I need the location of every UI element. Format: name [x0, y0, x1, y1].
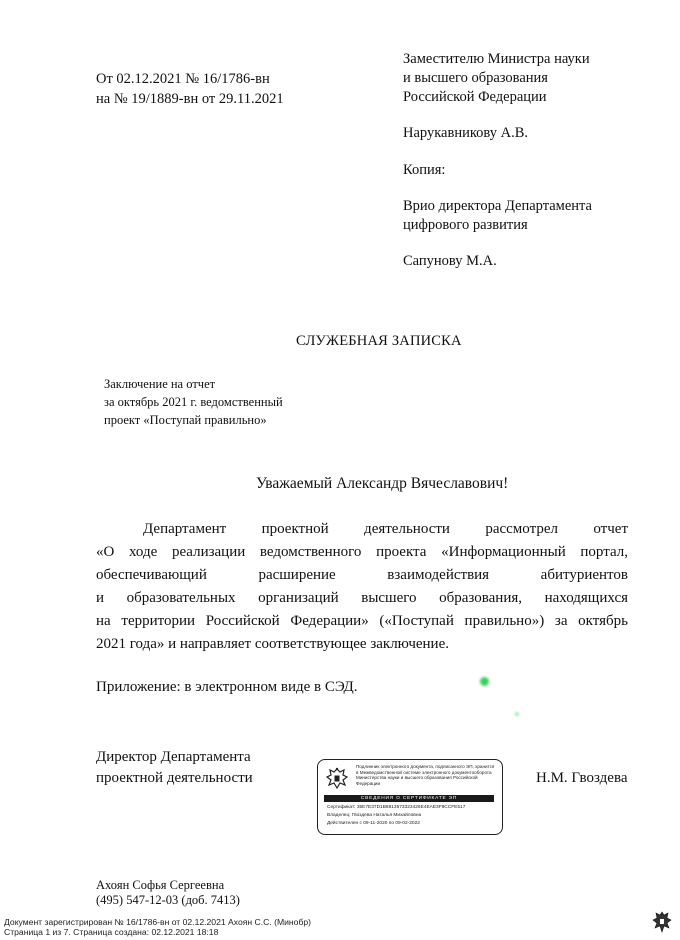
attachment-note: Приложение: в электронном виде в СЭД. — [96, 679, 358, 695]
scan-artifact — [515, 712, 519, 716]
body-text-line: 2021 года» и направляет соответствующее заключение. — [96, 636, 449, 652]
e-signature-stamp — [317, 759, 503, 835]
body-text-line: на территории Российской Федерации» («Поступай правильно») за октябрь — [96, 613, 628, 629]
addressee-name: Нарукавникову А.В. — [403, 125, 529, 141]
copy-recipient-name: Сапунову М.А. — [403, 253, 497, 269]
document-title: СЛУЖЕБНАЯ ЗАПИСКА — [296, 333, 462, 349]
body-text-line: обеспечивающий расширение взаимодействия абитуриентов — [96, 567, 628, 583]
stamp-certificate-header: СВЕДЕНИЯ О СЕРТИФИКАТЕ ЭП — [324, 795, 494, 802]
in-reply-to-number: на № 19/1889-вн от 29.11.2021 — [96, 91, 284, 107]
body-text-line: Департамент проектной деятельности рассмотрел отчет — [143, 521, 628, 537]
stamp-owner: Владелец: Гвоздева Наталья Михайловна — [327, 813, 422, 818]
body-text-line: «О ходе реализации ведомственного проекта «Информационный портал, — [96, 544, 628, 560]
subject-line: за октябрь 2021 г. ведомственный — [104, 395, 283, 409]
copy-recipient-line: Врио директора Департамента — [403, 198, 592, 214]
stamp-notice-text: Подлинник электронного документа, подписанного ЭП, хранится в Межведомственной системе электронного документооборота Министерства науки и высшего образования Российской Федерации — [356, 764, 495, 786]
coat-of-arms-icon — [324, 766, 350, 792]
performer-name: Ахоян Софья Сергеевна — [96, 878, 225, 892]
addressee-line: Заместителю Министра науки — [403, 51, 590, 67]
addressee-line: Российской Федерации — [403, 89, 547, 105]
signer-position: Директор Департамента — [96, 749, 251, 765]
copy-label: Копия: — [403, 162, 446, 178]
page-info-footer: Страница 1 из 7. Страница создана: 02.12.2021 18:18 — [4, 927, 219, 937]
copy-recipient-line: цифрового развития — [403, 217, 528, 233]
subject-line: проект «Поступай правильно» — [104, 413, 267, 427]
stamp-certificate-number: Сертификат: 35E7E37D1B6813573323426E4EAE3F9CCFE517 — [327, 805, 466, 810]
performer-phone: (495) 547-12-03 (доб. 7413) — [96, 893, 240, 907]
scan-artifact — [480, 677, 489, 686]
stamp-validity: Действителен с 09-11-2020 по 09-02-2022 — [327, 821, 420, 826]
signer-name: Н.М. Гвоздева — [536, 770, 628, 786]
eagle-emblem-icon — [650, 910, 674, 936]
addressee-line: и высшего образования — [403, 70, 548, 86]
subject-line: Заключение на отчет — [104, 377, 216, 391]
salutation: Уважаемый Александр Вячеславович! — [256, 475, 509, 492]
body-text-line: и образовательных организаций высшего образования, находящихся — [96, 590, 628, 606]
signer-position: проектной деятельности — [96, 770, 253, 786]
registration-number: От 02.12.2021 № 16/1786-вн — [96, 71, 270, 87]
registration-footer: Документ зарегистрирован № 16/1786-вн от 02.12.2021 Ахоян С.С. (Минобр) — [4, 917, 312, 927]
